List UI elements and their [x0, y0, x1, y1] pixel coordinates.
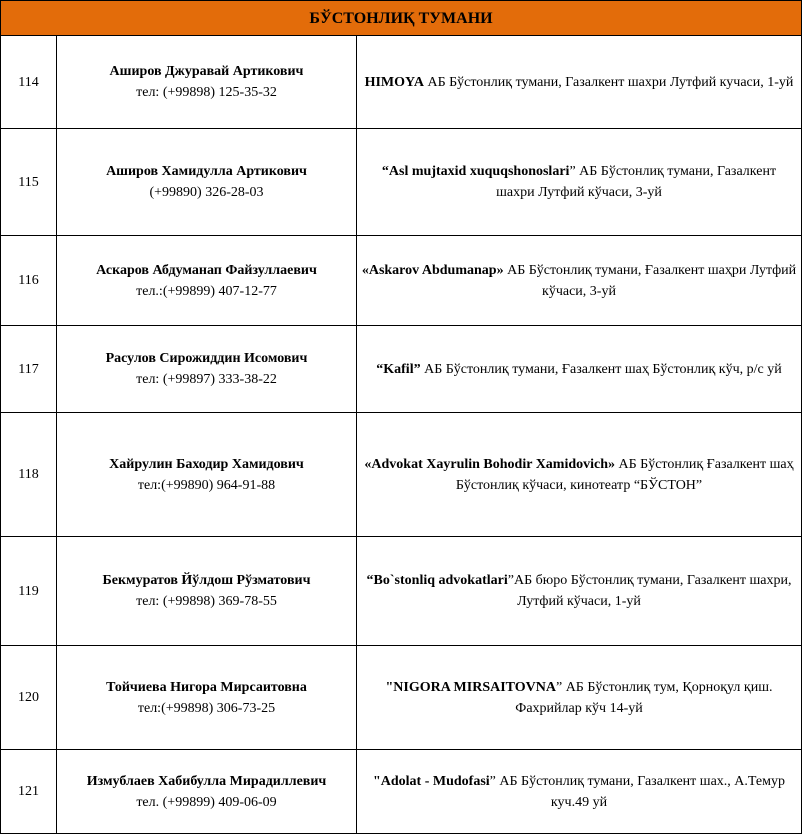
office-cell [357, 129, 802, 236]
office-address: АБ Бўстонлиқ тумани, Газалкент шахри Лутфий кучаси, 1-уй [423, 74, 794, 90]
lawyer-cell [57, 537, 357, 646]
lawyer-cell [57, 646, 357, 750]
lawyer-phone: (+99890) 326-28-03 [149, 185, 264, 200]
table-row [1, 537, 802, 646]
lawyer-cell [57, 236, 357, 326]
row-number: 115 [1, 129, 57, 236]
table-row [1, 750, 802, 834]
row-number: 120 [1, 646, 57, 750]
office-name: "NIGORA MIRSAITOVNA [385, 679, 556, 695]
lawyer-name: Хайрулин Баходир Хамидович [109, 456, 304, 472]
table-row [1, 129, 802, 236]
office-name: “Bo`stonliq advokatlari [366, 573, 508, 588]
lawyer-phone: тел:(+99898) 306-73-25 [137, 700, 276, 716]
table-row [1, 646, 802, 750]
row-number: 114 [1, 36, 57, 129]
office-cell [357, 36, 802, 129]
office-cell [357, 646, 802, 750]
office-cell [357, 326, 802, 413]
district-header-row [1, 1, 802, 36]
lawyer-phone: тел. (+99899) 409-06-09 [136, 794, 277, 810]
lawyer-phone: тел: (+99898) 369-78-55 [136, 594, 277, 609]
office-name: "Adolat - Mudofasi [373, 773, 490, 789]
table-row [1, 326, 802, 413]
office-address: АБ Бўстонлиқ тумани, Ғазалкент шаҳ Бўстонлиқ кўч, р/с уй [420, 361, 782, 377]
office-address: ” АБ Бўстонлиқ тум, Қорноқул қиш. Фахрийлар кўч 14-уй [515, 679, 773, 716]
lawyer-name: Расулов Сирожиддин Исомович [105, 351, 308, 366]
table-row [1, 413, 802, 537]
office-cell [357, 537, 802, 646]
lawyer-phone: тел: (+99898) 125-35-32 [136, 85, 277, 100]
lawyer-cell [57, 750, 357, 834]
row-number: 118 [1, 413, 57, 537]
office-address: ” АБ Бўстонлиқ тумани, Газалкент шах., А.Темур куч.49 уй [489, 773, 785, 810]
table-row [1, 36, 802, 129]
lawyer-name: Измублаев Хабибулла Мирадиллевич [86, 773, 327, 789]
lawyer-name: Тойчиева Нигора Мирсаитовна [106, 679, 307, 695]
lawyer-cell [57, 129, 357, 236]
office-address: АБ Бўстонлиқ тумани, Ғазалкент шаҳри Лутфий кўчаси, 3-уй [503, 262, 797, 299]
row-number: 117 [1, 326, 57, 413]
lawyer-name: Аширов Джуравай Артикович [109, 64, 304, 79]
district-title: БЎСТОНЛИҚ ТУМАНИ [1, 1, 802, 36]
office-name: “Asl mujtaxid xuquqshonoslari [381, 164, 570, 179]
office-cell [357, 750, 802, 834]
row-number: 119 [1, 537, 57, 646]
lawyer-phone: тел: (+99897) 333-38-22 [136, 372, 277, 387]
lawyer-cell [57, 36, 357, 129]
lawyer-name: Аскаров Абдуманап Файзуллаевич [96, 262, 317, 278]
office-cell [357, 413, 802, 537]
row-number: 121 [1, 750, 57, 834]
lawyer-phone: тел.:(+99899) 407-12-77 [136, 283, 277, 299]
lawyer-name: Аширов Хамидулла Артикович [106, 164, 307, 179]
office-address: ”АБ бюро Бўстонлиқ тумани, Газалкент шахри, Лутфий кўчаси, 1-уй [507, 573, 792, 609]
office-name: “Kafil” [376, 361, 421, 377]
table-row [1, 236, 802, 326]
office-address: АБ Бўстонлиқ Ғазалкент шаҳ Бўстонлиқ кўчаси, кинотеатр “БЎСТОН” [455, 456, 794, 493]
lawyer-cell [57, 413, 357, 537]
office-address: ” АБ Бўстонлиқ тумани, Газалкент шахри Лутфий кўчаси, 3-уй [496, 164, 777, 200]
office-name: «Advokat Xayrulin Bohodir Xamidovich» [364, 456, 616, 472]
lawyer-name: Бекмуратов Йўлдош Рўзматович [102, 573, 311, 588]
office-cell [357, 236, 802, 326]
lawyer-cell [57, 326, 357, 413]
row-number: 116 [1, 236, 57, 326]
office-name: HIMOYA [364, 74, 424, 90]
lawyer-phone: тел:(+99890) 964-91-88 [137, 477, 276, 493]
office-name: «Askarov Abdumanap» [361, 262, 504, 278]
